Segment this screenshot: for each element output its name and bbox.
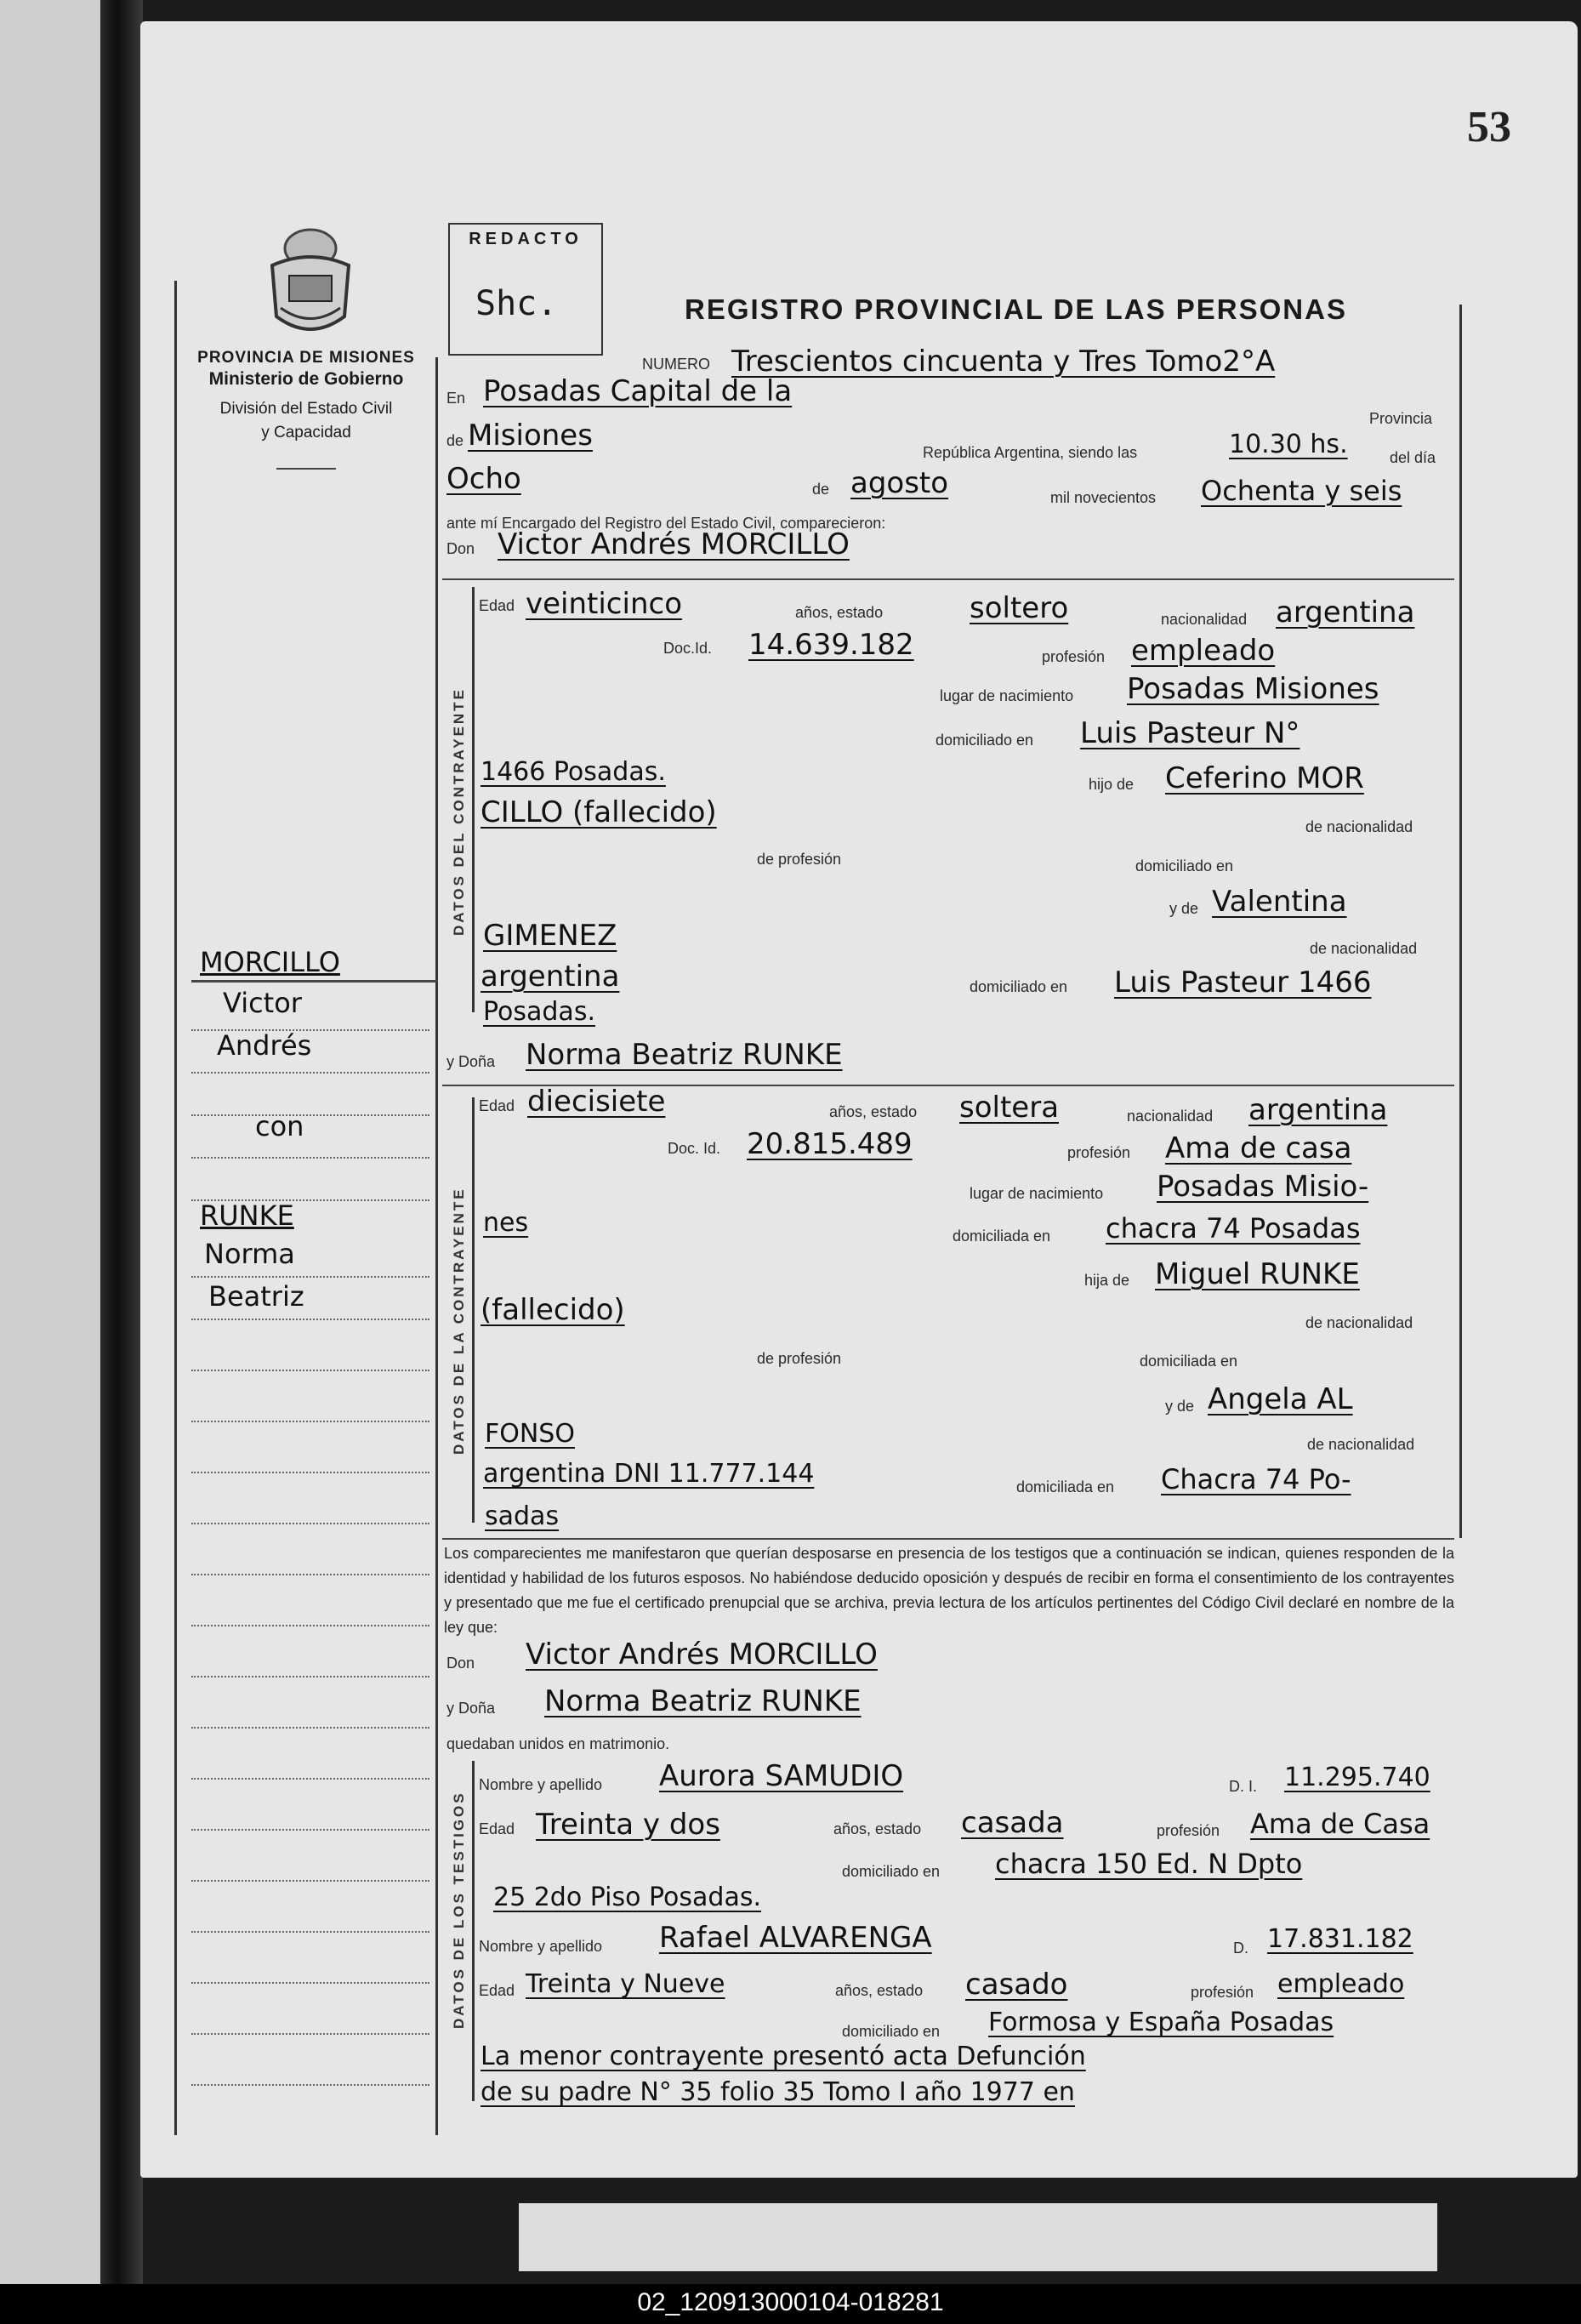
bride-nacionalidad: argentina xyxy=(1248,1093,1388,1127)
bride-padre-prof-label: de profesión xyxy=(757,1350,842,1367)
margin-surname-groom: MORCILLO xyxy=(200,946,340,978)
bride-padre-cont: (fallecido) xyxy=(481,1293,625,1327)
document-title: REGISTRO PROVINCIAL DE LAS PERSONAS xyxy=(685,293,1347,325)
note-line-2: de su padre N° 35 folio 35 Tomo I año 1977 en xyxy=(481,2077,1075,2107)
w1-dom-label: domiciliado en xyxy=(842,1863,941,1880)
groom-madre-nac-label: de nacionalidad xyxy=(1310,940,1418,957)
decl-groom-name: Victor Andrés MORCILLO xyxy=(526,1638,878,1672)
bride-padre-dom-label: domiciliada en xyxy=(1140,1353,1238,1370)
witness-section-label: DATOS DE LOS TESTIGOS xyxy=(451,1791,467,2029)
w2-dom-label: domiciliado en xyxy=(842,2023,941,2040)
org-capacity: y Capacidad xyxy=(261,424,351,441)
groom-profesion: empleado xyxy=(1131,634,1276,668)
groom-madre-cont: GIMENEZ xyxy=(483,919,617,953)
bride-padre: Miguel RUNKE xyxy=(1155,1257,1360,1291)
groom-padre-nac-label: de nacionalidad xyxy=(1305,818,1413,835)
decl-bride-name: Norma Beatriz RUNKE xyxy=(544,1684,862,1718)
groom-lugar-label: lugar de nacimiento xyxy=(940,687,1074,704)
bride-edad-label: Edad xyxy=(479,1097,515,1114)
bride-dom-label: domiciliada en xyxy=(953,1228,1051,1245)
groom-padre-dom-label: domiciliado en xyxy=(1135,857,1234,874)
image-id-label: 02_120913000104-018281 xyxy=(637,2288,944,2316)
w2-dom: Formosa y España Posadas xyxy=(988,2008,1334,2037)
facing-page-edge xyxy=(0,0,111,2324)
bride-profesion: Ama de casa xyxy=(1165,1131,1352,1165)
groom-madre-dom-label: domiciliado en xyxy=(970,978,1068,995)
bride-lugar: Posadas Misio- xyxy=(1157,1170,1369,1204)
groom-section-label: DATOS DEL CONTRAYENTE xyxy=(451,687,467,936)
w2-estado: casado xyxy=(965,1968,1068,2002)
anio-value: Ochenta y seis xyxy=(1201,475,1402,507)
org-ministry: Ministerio de Gobierno xyxy=(208,369,404,389)
w1-nombre-label: Nombre y apellido xyxy=(479,1776,603,1793)
page-number: 53 xyxy=(1467,103,1511,151)
bride-nac-label: nacionalidad xyxy=(1127,1108,1214,1125)
w2-di-label: D. xyxy=(1233,1940,1248,1957)
numero-value: Trescientos cincuenta y Tres Tomo2°A xyxy=(731,345,1276,379)
bride-lugar-cont: nes xyxy=(483,1208,529,1238)
groom-name: Victor Andrés MORCILLO xyxy=(498,527,850,561)
groom-bracket-line xyxy=(472,587,475,1012)
decl-closing: quedaban unidos en matrimonio. xyxy=(446,1735,670,1752)
groom-padre-cont: CILLO (fallecido) xyxy=(481,795,717,829)
bride-hija-label: hija de xyxy=(1084,1272,1130,1289)
w1-prof-label: profesión xyxy=(1157,1822,1220,1839)
groom-madre-dom-cont: Posadas. xyxy=(483,997,595,1027)
groom-madre-nac: argentina xyxy=(481,960,620,994)
groom-y-de-label: y de xyxy=(1169,900,1199,917)
redacto-label: REDACTO xyxy=(469,230,583,248)
del-dia-label: del día xyxy=(1390,449,1436,466)
groom-madre-dom: Luis Pasteur 1466 xyxy=(1114,965,1372,1000)
bride-section-label: DATOS DE LA CONTRAYENTE xyxy=(451,1187,467,1455)
margin-surname-bride: RUNKE xyxy=(200,1199,294,1232)
mes-value: agosto xyxy=(850,466,949,500)
de-mes-label: de xyxy=(812,481,830,498)
groom-domicilio-cont: 1466 Posadas. xyxy=(481,757,666,787)
bride-madre-dom-cont: sadas xyxy=(485,1501,560,1531)
bride-madre-dom: Chacra 74 Po- xyxy=(1161,1463,1351,1495)
groom-edad-label: Edad xyxy=(479,597,515,614)
bride-estado-label: años, estado xyxy=(829,1103,918,1120)
groom-padre: Ceferino MOR xyxy=(1165,761,1364,795)
w1-estado-label: años, estado xyxy=(833,1820,922,1837)
w2-di: 17.831.182 xyxy=(1267,1924,1413,1954)
bride-bracket-line xyxy=(472,1097,475,1523)
bride-madre-cont: FONSO xyxy=(485,1419,575,1449)
bride-lugar-label: lugar de nacimiento xyxy=(970,1185,1104,1202)
groom-dom-label: domiciliado en xyxy=(936,732,1034,749)
w1-edad: Treinta y dos xyxy=(536,1808,720,1842)
book-spine xyxy=(100,0,143,2324)
w1-nombre: Aurora SAMUDIO xyxy=(659,1759,904,1793)
margin-divider xyxy=(191,980,438,983)
groom-lugar: Posadas Misiones xyxy=(1127,672,1379,706)
w2-profesion: empleado xyxy=(1277,1969,1405,1999)
main-column-line xyxy=(435,357,438,2135)
bride-doc-label: Doc. Id. xyxy=(668,1140,721,1157)
groom-edad: veinticinco xyxy=(526,587,682,621)
groom-nac-label: nacionalidad xyxy=(1161,611,1248,628)
w1-di-label: D. I. xyxy=(1229,1778,1258,1795)
w1-profesion: Ama de Casa xyxy=(1250,1808,1430,1840)
w1-edad-label: Edad xyxy=(479,1820,515,1837)
bride-prof-label: profesión xyxy=(1067,1144,1131,1161)
bride-madre: Angela AL xyxy=(1208,1382,1353,1416)
groom-padre-prof-label: de profesión xyxy=(757,851,842,868)
ante-text: ante mí Encargado del Registro del Estado Civil, comparecieron: xyxy=(446,515,886,532)
w1-dom: chacra 150 Ed. N Dpto xyxy=(995,1848,1303,1880)
dia-value: Ocho xyxy=(446,462,521,496)
bride-estado: soltera xyxy=(959,1091,1060,1125)
w2-edad: Treinta y Nueve xyxy=(526,1969,725,1999)
org-division: División del Estado Civil xyxy=(219,400,393,418)
margin-second-name-bride: Beatriz xyxy=(208,1280,304,1313)
groom-madre: Valentina xyxy=(1212,885,1347,919)
right-border-line xyxy=(1459,305,1462,1538)
redacto-box xyxy=(448,223,603,356)
dona-label: y Doña xyxy=(446,1053,496,1070)
w1-dom-cont: 25 2do Piso Posadas. xyxy=(493,1883,761,1912)
w2-nombre: Rafael ALVARENGA xyxy=(659,1921,932,1955)
note-line-1: La menor contrayente presentó acta Defunción xyxy=(481,2042,1086,2071)
don-label: Don xyxy=(446,540,475,557)
bride-y-de-label: y de xyxy=(1165,1398,1195,1415)
w2-prof-label: profesión xyxy=(1191,1984,1254,2001)
w1-estado: casada xyxy=(961,1806,1064,1840)
underlying-card xyxy=(519,2203,1437,2271)
decl-don-label: Don xyxy=(446,1655,475,1672)
bride-name: Norma Beatriz RUNKE xyxy=(526,1038,843,1072)
groom-domicilio: Luis Pasteur N° xyxy=(1080,716,1300,750)
de-value: Misiones xyxy=(468,419,593,453)
groom-estado: soltero xyxy=(970,591,1069,625)
margin-second-name-groom: Andrés xyxy=(217,1029,312,1062)
en-label: En xyxy=(446,390,466,407)
w2-estado-label: años, estado xyxy=(835,1982,924,1999)
declaration-text: Los comparecientes me manifestaron que querían desposarse en presencia de los testigos que a continuación se indican, quienes responden de la identidad y habilidad de los futuros esposos. No habiéndose deducido oposición y después de recibir en forma el consentimiento de los contrayentes y presentado que me fue el certificado prenupcial que se archiva, previa lectura de los artículos pertinentes del Código Civil declaré en nombre de la ley que: xyxy=(444,1545,1454,1636)
decl-dona-label: y Doña xyxy=(446,1700,496,1717)
divider xyxy=(276,468,336,470)
bride-padre-nac-label: de nacionalidad xyxy=(1305,1314,1413,1331)
margin-name-groom: Victor xyxy=(223,987,302,1019)
w2-edad-label: Edad xyxy=(479,1982,515,1999)
groom-estado-label: años, estado xyxy=(795,604,884,621)
groom-doc: 14.639.182 xyxy=(748,628,914,662)
numero-label: NUMERO xyxy=(642,356,710,373)
de-label: de xyxy=(446,432,464,449)
groom-hijo-label: hijo de xyxy=(1089,776,1135,793)
redacto-initials: Shc. xyxy=(475,284,558,323)
republica-label: República Argentina, siendo las xyxy=(923,444,1138,461)
org-province: PROVINCIA DE MISIONES xyxy=(197,349,415,367)
w1-di: 11.295.740 xyxy=(1284,1763,1430,1792)
bride-domicilio: chacra 74 Posadas xyxy=(1106,1212,1361,1245)
margin-con: con xyxy=(255,1110,304,1142)
w2-nombre-label: Nombre y apellido xyxy=(479,1938,603,1955)
groom-nacionalidad: argentina xyxy=(1276,595,1415,629)
bride-madre-dom-label: domiciliada en xyxy=(1016,1478,1115,1495)
bride-edad: diecisiete xyxy=(527,1085,666,1119)
margin-name-bride: Norma xyxy=(204,1238,295,1270)
en-value: Posadas Capital de la xyxy=(483,374,793,408)
bride-madre-nac-label: de nacionalidad xyxy=(1307,1436,1415,1453)
provincial-seal-icon xyxy=(255,223,366,342)
groom-prof-label: profesión xyxy=(1042,648,1106,665)
left-margin-line xyxy=(174,281,177,2135)
hora-value: 10.30 hs. xyxy=(1229,430,1348,459)
bride-doc: 20.815.489 xyxy=(747,1127,913,1161)
mil-label: mil novecientos xyxy=(1050,489,1157,506)
witness-bracket-line xyxy=(472,1761,475,2101)
bride-madre-nac: argentina DNI 11.777.144 xyxy=(483,1459,815,1489)
provincia-label: Provincia xyxy=(1369,410,1433,427)
groom-doc-label: Doc.Id. xyxy=(663,640,713,657)
